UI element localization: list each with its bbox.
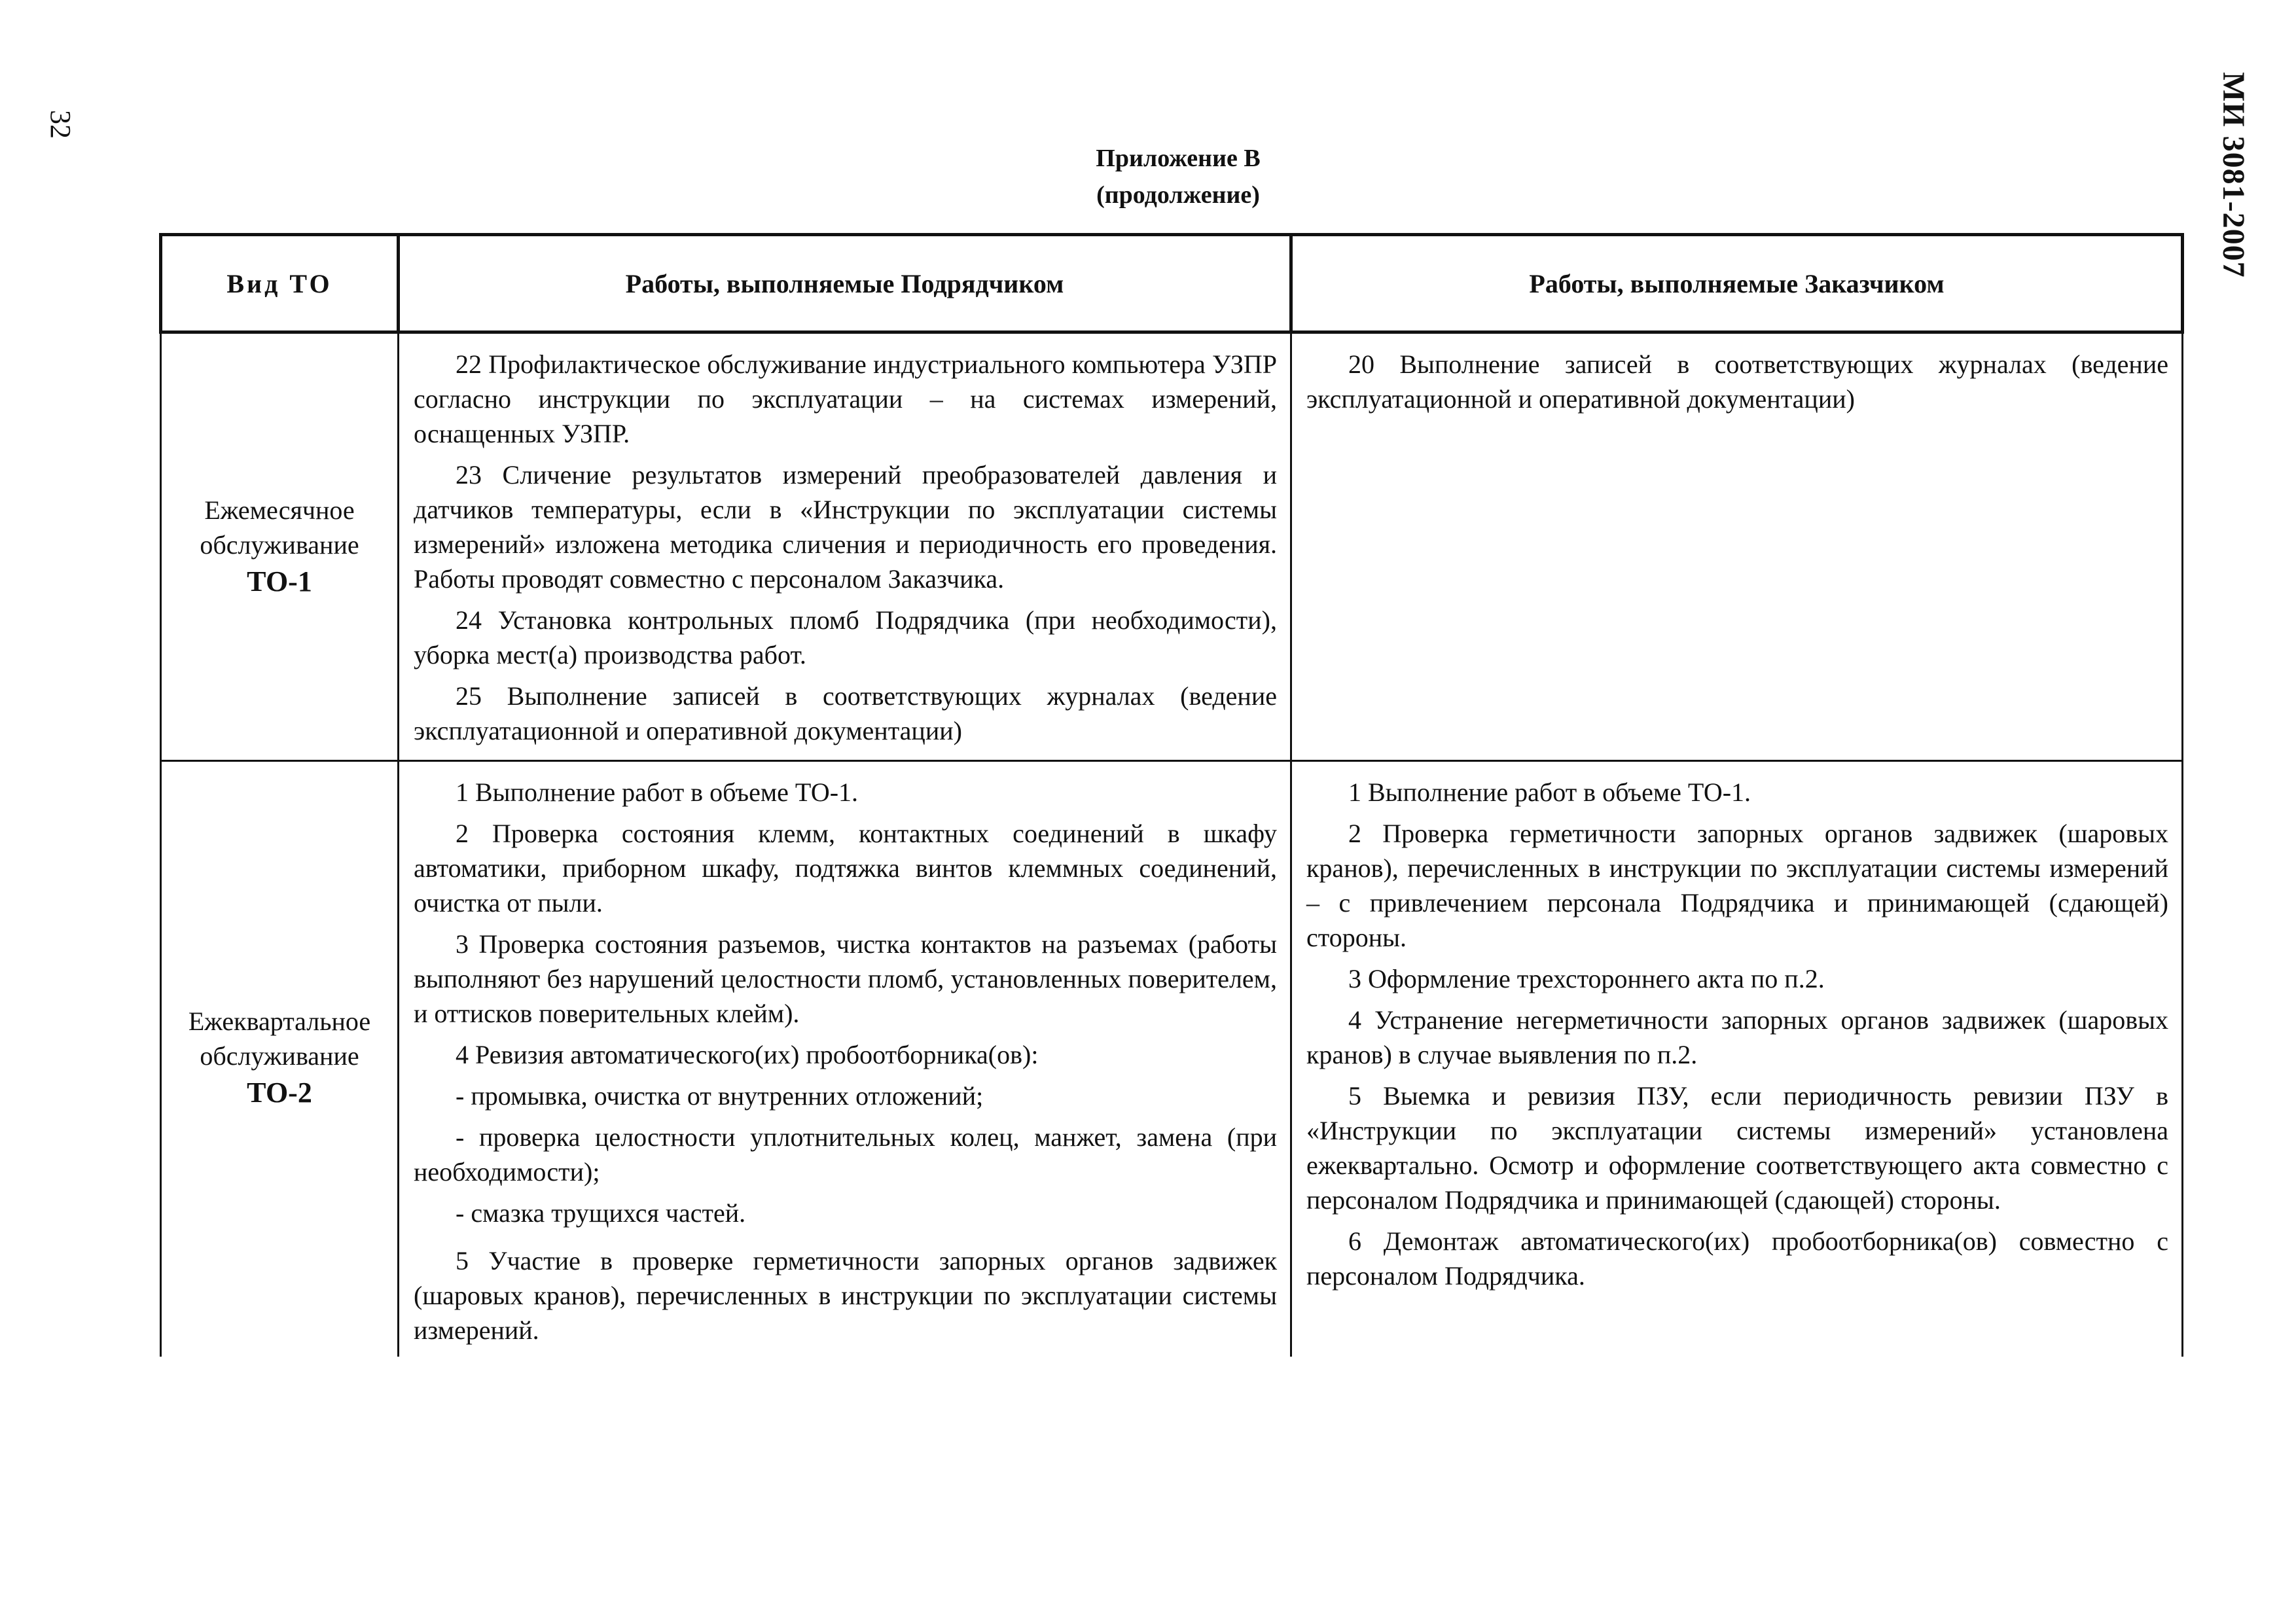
kind-cell-to1 <box>161 332 399 761</box>
list-item: 4 Ревизия автоматического(их) пробоотборника(ов): <box>456 1040 1039 1069</box>
list-item: 2 Проверка состояния клемм, контактных соединений в шкафу автоматики, приборном шкафу, подтяжка винтов клеммных соединений, очистка от пыли. <box>414 819 1277 918</box>
list-item: 6 Демонтаж автоматического(их) пробоотборника(ов) совместно с персоналом Подрядчика. <box>1306 1226 2168 1291</box>
table-row-to2 <box>161 761 2183 1357</box>
appendix-subtitle: (продолжение) <box>1096 181 1260 209</box>
customer-works-to1 <box>1291 332 2183 761</box>
list-item: 23 Сличение результатов измерений преобразователей давления и датчиков температуры, если в «Инструкции по эксплуатации системы измерений» изложена методика сличения и периодичность его проведения. Работы проводят совместно с персоналом Заказчика. <box>414 460 1277 594</box>
list-item: 22 Профилактическое обслуживание индустриального компьютера УЗПР согласно инструкции по эксплуатации – на системах измерений, оснащенных УЗПР. <box>414 349 1277 448</box>
page-number: 32 <box>45 110 77 139</box>
list-item: 5 Выемка и ревизия ПЗУ, если периодичность ревизии ПЗУ в «Инструкции по эксплуатации системы измерений» установлена ежеквартально. Осмотр и оформление соответствующего акта совместно с персоналом Подрядчика и принимающей (сдающей) стороны. <box>1306 1081 2168 1215</box>
list-item: 3 Проверка состояния разъемов, чистка контактов на разъемах (работы выполняют без нарушений целостности пломб, установленных поверителем, и оттисков поверительных клейм). <box>414 929 1277 1028</box>
list-item: 1 Выполнение работ в объеме ТО-1. <box>1348 777 1751 807</box>
header-kind: Вид ТО <box>161 235 399 332</box>
list-item: 24 Установка контрольных пломб Подрядчика (при необходимости), уборка мест(а) производства работ. <box>414 605 1277 669</box>
contractor-works-to1 <box>399 332 1291 761</box>
list-item: 3 Оформление трехстороннего акта по п.2. <box>1348 964 1825 993</box>
maintenance-table <box>159 233 2184 1357</box>
kind-cell-to2 <box>161 761 399 1357</box>
list-item: - промывка, очистка от внутренних отложений; <box>456 1081 984 1111</box>
header-contractor-works: Работы, выполняемые Подрядчиком <box>399 235 1291 332</box>
kind-code: ТО-1 <box>247 565 312 597</box>
kind-name: Ежемесячное обслуживание <box>200 495 359 560</box>
list-item: 4 Устранение негерметичности запорных органов задвижек (шаровых кранов) в случае выявления по п.2. <box>1306 1005 2168 1069</box>
list-item: 20 Выполнение записей в соответствующих журналах (ведение эксплуатационной и оперативной документации) <box>1306 349 2168 414</box>
list-item: 5 Участие в проверке герметичности запорных органов задвижек (шаровых кранов), перечисленных в инструкции по эксплуатации системы измерений. <box>414 1246 1277 1345</box>
contractor-works-to2 <box>399 761 1291 1357</box>
customer-works-to2 <box>1291 761 2183 1357</box>
header-customer-works: Работы, выполняемые Заказчиком <box>1291 235 2183 332</box>
table-row-to1 <box>161 332 2183 761</box>
document-code: МИ 3081-2007 <box>2216 72 2251 278</box>
list-item: 1 Выполнение работ в объеме ТО-1. <box>456 777 859 807</box>
list-item: 2 Проверка герметичности запорных органов задвижек (шаровых кранов), перечисленных в инструкции по эксплуатации системы измерений – с привлечением персонала Подрядчика и принимающей (сдающей) стороны. <box>1306 819 2168 952</box>
kind-name: Ежеквартальное обслуживание <box>188 1006 371 1071</box>
list-item: - проверка целостности уплотнительных колец, манжет, замена (при необходимости); <box>414 1122 1277 1186</box>
table-header-row <box>161 235 2183 332</box>
list-item: - смазка трущихся частей. <box>456 1198 746 1228</box>
kind-code: ТО-2 <box>247 1076 312 1109</box>
appendix-title: Приложение В <box>1096 145 1261 172</box>
appendix-heading <box>720 140 1636 213</box>
list-item: 25 Выполнение записей в соответствующих журналах (ведение эксплуатационной и оперативной документации) <box>414 681 1277 745</box>
